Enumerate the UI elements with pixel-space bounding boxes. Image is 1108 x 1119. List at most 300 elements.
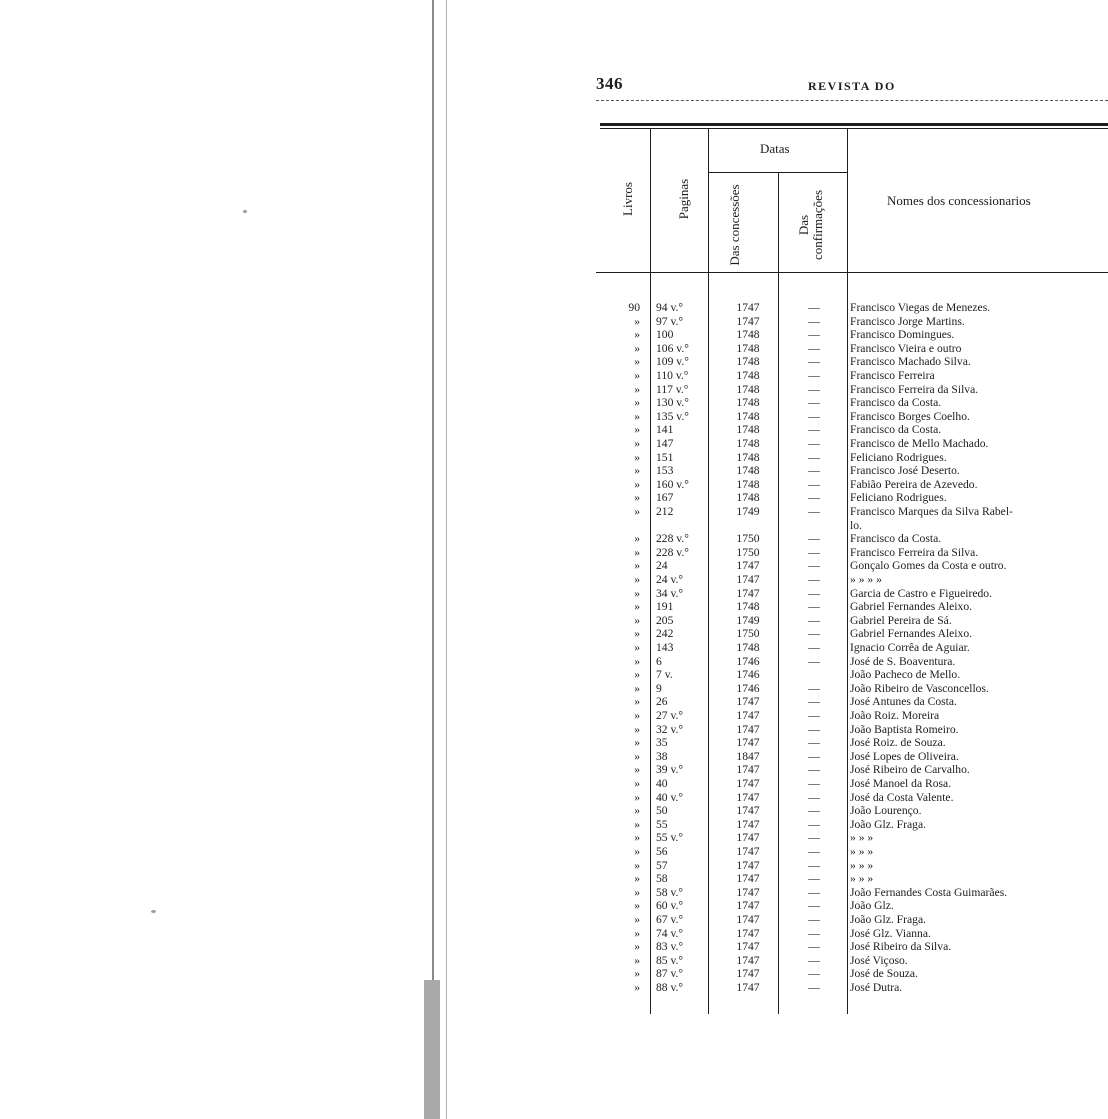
cell-pagina: 94 v.°	[656, 301, 684, 314]
cell-concessao: 1748	[736, 396, 760, 410]
table-row	[0, 872, 1108, 886]
cell-pagina: 27 v.°	[656, 709, 684, 722]
cell-confirmacao: —	[808, 654, 820, 668]
cell-pagina: 228 v.°	[656, 532, 689, 546]
cell-nome: José Ribeiro da Silva.	[850, 940, 952, 954]
cell-confirmacao: —	[808, 613, 820, 627]
cell-confirmacao: —	[808, 477, 820, 491]
cell-concessao: 1747	[736, 953, 760, 967]
cell-pagina: 55	[656, 817, 668, 831]
cell-pagina: 242	[656, 627, 674, 641]
table-row	[0, 383, 1108, 397]
cell-confirmacao: —	[808, 749, 820, 763]
header-das-confirmacoes: Das confirmações	[796, 189, 825, 261]
cell-pagina: 50	[656, 804, 668, 818]
gutter-shadow	[424, 980, 440, 1119]
table-row	[0, 641, 1108, 655]
table-row	[0, 831, 1108, 845]
cell-livro: »	[634, 341, 640, 355]
cell-pagina: 58	[656, 872, 668, 886]
table-row	[0, 573, 1108, 587]
cell-livro: »	[634, 396, 640, 410]
header-das-concessoes: Das concessões	[727, 184, 742, 266]
cell-concessao: 1747	[736, 559, 760, 573]
cell-confirmacao: —	[808, 681, 820, 695]
cell-confirmacao: —	[808, 831, 820, 845]
cell-confirmacao: —	[808, 953, 820, 967]
cell-confirmacao: —	[808, 505, 820, 518]
cell-concessao: 1746	[736, 668, 760, 682]
table-row	[0, 328, 1108, 342]
cell-concessao: 1747	[736, 913, 760, 926]
cell-nome: João Pacheco de Mello.	[850, 668, 961, 682]
cell-confirmacao: —	[808, 355, 820, 369]
cell-nome: José de S. Boaventura.	[850, 654, 956, 668]
cell-concessao: 1748	[736, 328, 760, 342]
cell-confirmacao: —	[808, 722, 820, 736]
cell-pagina: 32 v.°	[656, 722, 684, 736]
cell-confirmacao: —	[808, 545, 820, 559]
cell-concessao: 1747	[736, 709, 760, 722]
cell-nome: Garcia de Castro e Figueiredo.	[850, 586, 992, 600]
cell-confirmacao: —	[808, 600, 820, 614]
header-livros: Livros	[620, 182, 635, 216]
cell-livro: »	[634, 573, 640, 586]
table-row	[0, 355, 1108, 369]
cell-livro: »	[634, 722, 640, 736]
table-row	[0, 369, 1108, 383]
table-row	[0, 451, 1108, 465]
cell-nome: Gabriel Fernandes Aleixo.	[850, 600, 973, 614]
cell-nome: Francisco da Costa.	[850, 396, 942, 410]
header-datas: Datas	[760, 141, 790, 156]
cell-concessao: 1747	[736, 790, 760, 804]
cell-pagina: 135 v.°	[656, 409, 689, 423]
cell-pagina: 151	[656, 450, 674, 464]
cell-nome: Francisco da Costa.	[850, 423, 942, 437]
table-row	[0, 899, 1108, 913]
cell-nome: José Viçoso.	[850, 953, 908, 967]
cell-concessao: 1748	[736, 450, 760, 464]
cell-nome: Francisco Ferreira da Silva.	[850, 382, 979, 396]
cell-confirmacao: —	[808, 559, 820, 573]
cell-livro: »	[634, 314, 640, 328]
cell-confirmacao: —	[808, 913, 820, 926]
cell-livro: »	[634, 491, 640, 505]
cell-confirmacao: —	[808, 328, 820, 342]
cell-nome: João Lourenço.	[850, 804, 922, 818]
cell-confirmacao: —	[808, 409, 820, 423]
cell-concessao: 1746	[736, 654, 760, 668]
cell-concessao: 1747	[736, 695, 760, 709]
cell-livro: »	[634, 328, 640, 342]
cell-nome: Francisco José Deserto.	[850, 464, 960, 478]
table-top-rule-thin	[600, 128, 1108, 129]
cell-pagina: 147	[656, 437, 674, 450]
cell-pagina: 60 v.°	[656, 899, 684, 913]
cell-livro: »	[634, 641, 640, 654]
cell-concessao: 1748	[736, 355, 760, 369]
cell-livro: »	[634, 464, 640, 478]
cell-nome: José Ribeiro de Carvalho.	[850, 763, 970, 777]
cell-pagina: 167	[656, 491, 674, 505]
cell-nome: José Dutra.	[850, 981, 903, 994]
table-row	[0, 478, 1108, 492]
cell-nome: » » »	[850, 845, 874, 858]
cell-livro: »	[634, 777, 640, 790]
table-row	[0, 342, 1108, 356]
cell-pagina: 40 v.°	[656, 790, 684, 804]
cell-nome: Ignacio Corrêa de Aguiar.	[850, 641, 970, 654]
table-row	[0, 301, 1108, 315]
table-row	[0, 519, 1108, 533]
cell-concessao: 1748	[736, 641, 760, 654]
cell-livro: »	[634, 423, 640, 437]
cell-nome: Gabriel Pereira de Sá.	[850, 613, 952, 627]
cell-confirmacao: —	[808, 450, 820, 464]
cell-concessao: 1847	[736, 749, 760, 763]
cell-pagina: 74 v.°	[656, 926, 684, 940]
cell-livro: »	[634, 532, 640, 546]
cell-concessao: 1748	[736, 409, 760, 423]
table-row	[0, 981, 1108, 995]
cell-nome: João Glz. Fraga.	[850, 817, 926, 831]
cell-pagina: 9	[656, 681, 662, 695]
cell-pagina: 191	[656, 600, 674, 614]
cell-confirmacao: —	[808, 695, 820, 709]
cell-nome: » » »	[850, 831, 874, 845]
cell-confirmacao: —	[808, 804, 820, 818]
cell-confirmacao: —	[808, 532, 820, 546]
cell-pagina: 38	[656, 749, 668, 763]
cell-pagina: 85 v.°	[656, 953, 684, 967]
cell-livro: »	[634, 763, 640, 777]
cell-livro: »	[634, 437, 640, 450]
cell-nome: Francisco de Mello Machado.	[850, 437, 989, 450]
cell-confirmacao: —	[808, 736, 820, 750]
cell-pagina: 39 v.°	[656, 763, 684, 777]
cell-livro: »	[634, 586, 640, 600]
cell-confirmacao: —	[808, 382, 820, 396]
cell-confirmacao: —	[808, 777, 820, 790]
cell-pagina: 205	[656, 613, 674, 627]
cell-confirmacao: —	[808, 967, 820, 981]
table-row	[0, 682, 1108, 696]
cell-nome: Francisco da Costa.	[850, 532, 942, 546]
cell-pagina: 40	[656, 777, 668, 790]
cell-nome: Francisco Domingues.	[850, 328, 955, 342]
cell-livro: »	[634, 926, 640, 940]
cell-confirmacao: —	[808, 899, 820, 913]
table-row	[0, 954, 1108, 968]
cell-confirmacao: —	[808, 817, 820, 831]
cell-livro: »	[634, 817, 640, 831]
cell-livro: »	[634, 369, 640, 382]
cell-livro: »	[634, 858, 640, 872]
cell-livro: »	[634, 845, 640, 858]
cell-confirmacao: —	[808, 845, 820, 858]
cell-pagina: 160 v.°	[656, 477, 689, 491]
table-row	[0, 627, 1108, 641]
cell-livro: »	[634, 600, 640, 614]
cell-confirmacao: —	[808, 396, 820, 410]
table-row	[0, 600, 1108, 614]
table-row	[0, 791, 1108, 805]
table-row	[0, 437, 1108, 451]
table-row	[0, 695, 1108, 709]
cell-concessao: 1747	[736, 817, 760, 831]
cell-nome: » » »	[850, 858, 874, 872]
table-row	[0, 532, 1108, 546]
cell-pagina: 35	[656, 736, 668, 750]
cell-pagina: 141	[656, 423, 674, 437]
cell-nome: José Roiz. de Souza.	[850, 736, 946, 750]
cell-concessao: 1747	[736, 722, 760, 736]
cell-nome: João Glz.	[850, 899, 894, 913]
cell-livro: »	[634, 913, 640, 926]
table-row	[0, 804, 1108, 818]
cell-livro: »	[634, 709, 640, 722]
cell-confirmacao: —	[808, 641, 820, 654]
header-paginas: Paginas	[676, 178, 691, 220]
cell-livro: »	[634, 940, 640, 954]
cell-nome: José da Costa Valente.	[850, 790, 954, 804]
page-number: 346	[596, 74, 623, 93]
cell-concessao: 1748	[736, 464, 760, 478]
cell-nome: Francisco Ferreira da Silva.	[850, 545, 979, 559]
cell-livro: »	[634, 477, 640, 491]
table-row	[0, 491, 1108, 505]
cell-nome: » » »	[850, 872, 874, 886]
table-row	[0, 763, 1108, 777]
table-row	[0, 464, 1108, 478]
cell-livro: »	[634, 804, 640, 818]
cell-livro: 90	[628, 301, 640, 314]
cell-livro: »	[634, 695, 640, 709]
table-row	[0, 845, 1108, 859]
table-row	[0, 859, 1108, 873]
cell-concessao: 1747	[736, 926, 760, 940]
cell-pagina: 87 v.°	[656, 967, 684, 981]
cell-concessao: 1748	[736, 423, 760, 437]
cell-concessao: 1748	[736, 382, 760, 396]
table-row	[0, 777, 1108, 791]
cell-concessao: 1749	[736, 613, 760, 627]
table-row	[0, 818, 1108, 832]
cell-confirmacao: —	[808, 790, 820, 804]
cell-livro: »	[634, 790, 640, 804]
cell-livro: »	[634, 654, 640, 668]
cell-confirmacao: —	[808, 573, 820, 586]
cell-concessao: 1747	[736, 777, 760, 790]
cell-confirmacao: —	[808, 627, 820, 641]
cell-confirmacao: —	[808, 369, 820, 382]
cell-livro: »	[634, 872, 640, 886]
cell-concessao: 1747	[736, 885, 760, 899]
cell-nome: João Roiz. Moreira	[850, 709, 940, 722]
table-row	[0, 559, 1108, 573]
table-row	[0, 410, 1108, 424]
table-row	[0, 736, 1108, 750]
cell-pagina: 100	[656, 328, 674, 342]
cell-pagina: 67 v.°	[656, 913, 684, 926]
cell-pagina: 24	[656, 559, 668, 573]
cell-pagina: 34 v.°	[656, 586, 684, 600]
cell-confirmacao: —	[808, 341, 820, 355]
cell-concessao: 1747	[736, 804, 760, 818]
table-row	[0, 723, 1108, 737]
cell-livro: »	[634, 505, 640, 518]
cell-nome: Gonçalo Gomes da Costa e outro.	[850, 559, 1007, 573]
cell-nome: José de Souza.	[850, 967, 918, 981]
cell-concessao: 1747	[736, 858, 760, 872]
cell-concessao: 1747	[736, 967, 760, 981]
cell-livro: »	[634, 749, 640, 763]
cell-pagina: 83 v.°	[656, 940, 684, 954]
cell-pagina: 58 v.°	[656, 885, 684, 899]
cell-livro: »	[634, 831, 640, 845]
cell-pagina: 7 v.	[656, 668, 673, 682]
cell-concessao: 1747	[736, 314, 760, 328]
cell-concessao: 1747	[736, 872, 760, 886]
cell-concessao: 1750	[736, 545, 760, 559]
cell-nome: Francisco Jorge Martins.	[850, 314, 965, 328]
cell-pagina: 24 v.°	[656, 573, 684, 586]
table-row	[0, 546, 1108, 560]
cell-pagina: 117 v.°	[656, 382, 689, 396]
table-row	[0, 940, 1108, 954]
table-row	[0, 655, 1108, 669]
cell-pagina: 6	[656, 654, 662, 668]
cell-nome: Feliciano Rodrigues.	[850, 450, 947, 464]
table-row	[0, 587, 1108, 601]
cell-concessao: 1747	[736, 831, 760, 845]
cell-pagina: 228 v.°	[656, 545, 689, 559]
cell-livro: »	[634, 899, 640, 913]
cell-concessao: 1747	[736, 301, 760, 314]
cell-nome: José Manoel da Rosa.	[850, 777, 952, 790]
cell-concessao: 1748	[736, 341, 760, 355]
cell-confirmacao: —	[808, 437, 820, 450]
cell-nome: José Antunes da Costa.	[850, 695, 957, 709]
cell-livro: »	[634, 613, 640, 627]
table-row	[0, 709, 1108, 723]
table-row	[0, 315, 1108, 329]
cell-concessao: 1748	[736, 600, 760, 614]
cell-livro: »	[634, 885, 640, 899]
cell-confirmacao: —	[808, 885, 820, 899]
cell-confirmacao: —	[808, 858, 820, 872]
table-row	[0, 668, 1108, 682]
cell-concessao: 1749	[736, 505, 760, 518]
cell-nome: João Glz. Fraga.	[850, 913, 926, 926]
cell-livro: »	[634, 967, 640, 981]
cell-confirmacao: —	[808, 301, 820, 314]
cell-pagina: 153	[656, 464, 674, 478]
table-row	[0, 505, 1108, 519]
cell-concessao: 1748	[736, 491, 760, 505]
cell-nome: Francisco Borges Coelho.	[850, 409, 970, 423]
cell-pagina: 97 v.°	[656, 314, 684, 328]
cell-livro: »	[634, 681, 640, 695]
cell-pagina: 55 v.°	[656, 831, 684, 845]
cell-livro: »	[634, 409, 640, 423]
cell-livro: »	[634, 736, 640, 750]
table-row	[0, 927, 1108, 941]
cell-concessao: 1748	[736, 437, 760, 450]
cell-pagina: 110 v.°	[656, 369, 689, 382]
cell-livro: »	[634, 382, 640, 396]
cell-confirmacao: —	[808, 872, 820, 886]
cell-confirmacao: —	[808, 940, 820, 954]
cell-confirmacao: —	[808, 586, 820, 600]
cell-livro: »	[634, 545, 640, 559]
cell-livro: »	[634, 981, 640, 994]
cell-pagina: 106 v.°	[656, 341, 689, 355]
cell-concessao: 1746	[736, 681, 760, 695]
cell-pagina: 109 v.°	[656, 355, 689, 369]
cell-pagina: 56	[656, 845, 668, 858]
table-row	[0, 396, 1108, 410]
cell-nome: Gabriel Fernandes Aleixo.	[850, 627, 973, 641]
table-row	[0, 614, 1108, 628]
cell-livro: »	[634, 559, 640, 573]
cell-nome: José Lopes de Oliveira.	[850, 749, 959, 763]
cell-pagina: 143	[656, 641, 674, 654]
cell-concessao: 1747	[736, 586, 760, 600]
cell-concessao: 1750	[736, 627, 760, 641]
cell-nome: Francisco Vieira e outro	[850, 341, 962, 355]
cell-nome: Fabião Pereira de Azevedo.	[850, 477, 978, 491]
scan-speck	[243, 210, 247, 213]
cell-nome: Francisco Viegas de Menezes.	[850, 301, 991, 314]
cell-concessao: 1750	[736, 532, 760, 546]
cell-nome: João Ribeiro de Vasconcellos.	[850, 681, 989, 695]
cell-confirmacao: —	[808, 464, 820, 478]
cell-confirmacao: —	[808, 981, 820, 994]
header-bottom-rule	[596, 272, 1108, 273]
cell-nome: » » » »	[850, 573, 882, 586]
cell-livro: »	[634, 953, 640, 967]
cell-confirmacao: —	[808, 491, 820, 505]
table-top-rule	[600, 123, 1108, 126]
cell-confirmacao: —	[808, 709, 820, 722]
cell-nome: João Fernandes Costa Guimarães.	[850, 885, 1008, 899]
cell-confirmacao: —	[808, 926, 820, 940]
cell-livro: »	[634, 627, 640, 641]
table-row	[0, 423, 1108, 437]
table-row	[0, 750, 1108, 764]
cell-concessao: 1747	[736, 981, 760, 994]
cell-concessao: 1748	[736, 477, 760, 491]
cell-livro: »	[634, 355, 640, 369]
header-rule	[596, 100, 1108, 101]
table-row	[0, 967, 1108, 981]
cell-concessao: 1747	[736, 763, 760, 777]
cell-concessao: 1747	[736, 573, 760, 586]
cell-nome: Francisco Ferreira	[850, 369, 935, 382]
cell-nome: Feliciano Rodrigues.	[850, 491, 947, 505]
cell-concessao: 1747	[736, 845, 760, 858]
cell-pagina: 130 v.°	[656, 396, 689, 410]
table-row	[0, 886, 1108, 900]
cell-concessao: 1747	[736, 899, 760, 913]
cell-livro: »	[634, 450, 640, 464]
table-row	[0, 913, 1108, 927]
cell-confirmacao: —	[808, 314, 820, 328]
cell-nome: José Glz. Vianna.	[850, 926, 931, 940]
cell-concessao: 1748	[736, 369, 760, 382]
